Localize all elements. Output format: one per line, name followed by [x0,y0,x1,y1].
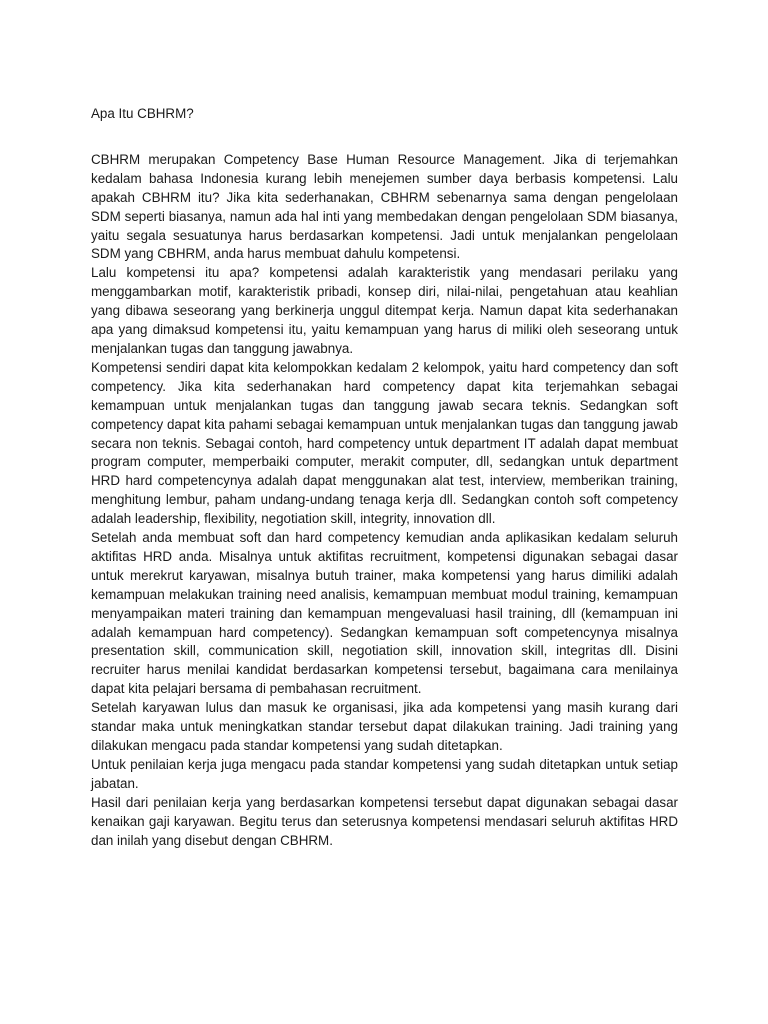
paragraph-5: Setelah karyawan lulus dan masuk ke organisasi, jika ada kompetensi yang masih kurang dari standar maka untuk meningkatkan standar tersebut dapat dilakukan training. Jadi training yang dilakukan mengacu pada standar kompetensi yang sudah ditetapkan. [91,700,678,753]
document-body [91,105,678,850]
paragraph-3: Kompetensi sendiri dapat kita kelompokkan kedalam 2 kelompok, yaitu hard competency dan soft competency. Jika kita sederhanakan hard competency dapat kita terjemahkan sebagai kemampuan untuk menjalankan tugas dan tanggung jawab secara teknis. Sedangkan soft competency dapat kita pahami sebagai kemampuan untuk menjalankan tugas dan tanggung jawab secara non teknis. Sebagai contoh, hard competency untuk department IT adalah dapat membuat program computer, memperbaiki computer, merakit computer, dll, sedangkan untuk department HRD hard competencynya adalah dapat menggunakan alat test, interview, memberikan training, menghitung lembur, paham undang-undang tenaga kerja dll. Sedangkan contoh soft competency adalah leadership, flexibility, negotiation skill, integrity, innovation dll. [91,359,678,527]
title-spacer [91,124,678,151]
paragraph-2: Lalu kompetensi itu apa? kompetensi adalah karakteristik yang mendasari perilaku yang menggambarkan motif, karakteristik pribadi, konsep diri, nilai-nilai, pengetahuan atau keahlian yang dibawa seseorang yang berkinerja unggul ditempat kerja. Namun dapat kita sederhanakan apa yang dimaksud kompetensi itu, yaitu kemampuan yang harus di miliki oleh seseorang untuk menjalankan tugas dan tanggung jawabnya. [91,265,678,356]
paragraph-1: CBHRM merupakan Competency Base Human Resource Management. Jika di terjemahkan kedalam bahasa Indonesia kurang lebih menejemen sumber daya berbasis kompetensi. Lalu apakah CBHRM itu? Jika kita sederhanakan, CBHRM sebenarnya sama dengan pengelolaan SDM seperti biasanya, namun ada hal inti yang membedakan dengan pengelolaan SDM biasanya, yaitu segala sesuatunya harus berdasarkan kompetensi. Jadi untuk menjalankan pengelolaan SDM yang CBHRM, anda harus membuat dahulu kompetensi. [91,151,678,262]
paragraph-4: Setelah anda membuat soft dan hard competency kemudian anda aplikasikan kedalam seluruh aktifitas HRD anda. Misalnya untuk aktifitas recruitment, kompetensi digunakan sebagai dasar untuk merekrut karyawan, misalnya butuh trainer, maka kompetensi yang harus dimiliki adalah kemampuan melakukan training need analisis, kemampuan membuat modul training, kemampuan menyampaikan materi training dan kemampuan mengevaluasi hasil training, dll (kemampuan ini adalah kemampuan hard competency). Sedangkan kemampuan soft competencynya misalnya presentation skill, communication skill, negotiation skill, innovation skill, integritas dll. Disini recruiter harus menilai kandidat berdasarkan kompetensi tersebut, bagaimana cara menilainya dapat kita pelajari bersama di pembahasan recruitment. [91,530,678,697]
document-title: Apa Itu CBHRM? [91,106,194,121]
paragraph-7: Hasil dari penilaian kerja yang berdasarkan kompetensi tersebut dapat digunakan sebagai dasar kenaikan gaji karyawan. Begitu terus dan seterusnya kompetensi mendasari seluruh aktifitas HRD dan inilah yang disebut dengan CBHRM. [91,794,678,848]
paragraph-6: Untuk penilaian kerja juga mengacu pada standar kompetensi yang sudah ditetapkan untuk setiap jabatan. [91,756,678,791]
